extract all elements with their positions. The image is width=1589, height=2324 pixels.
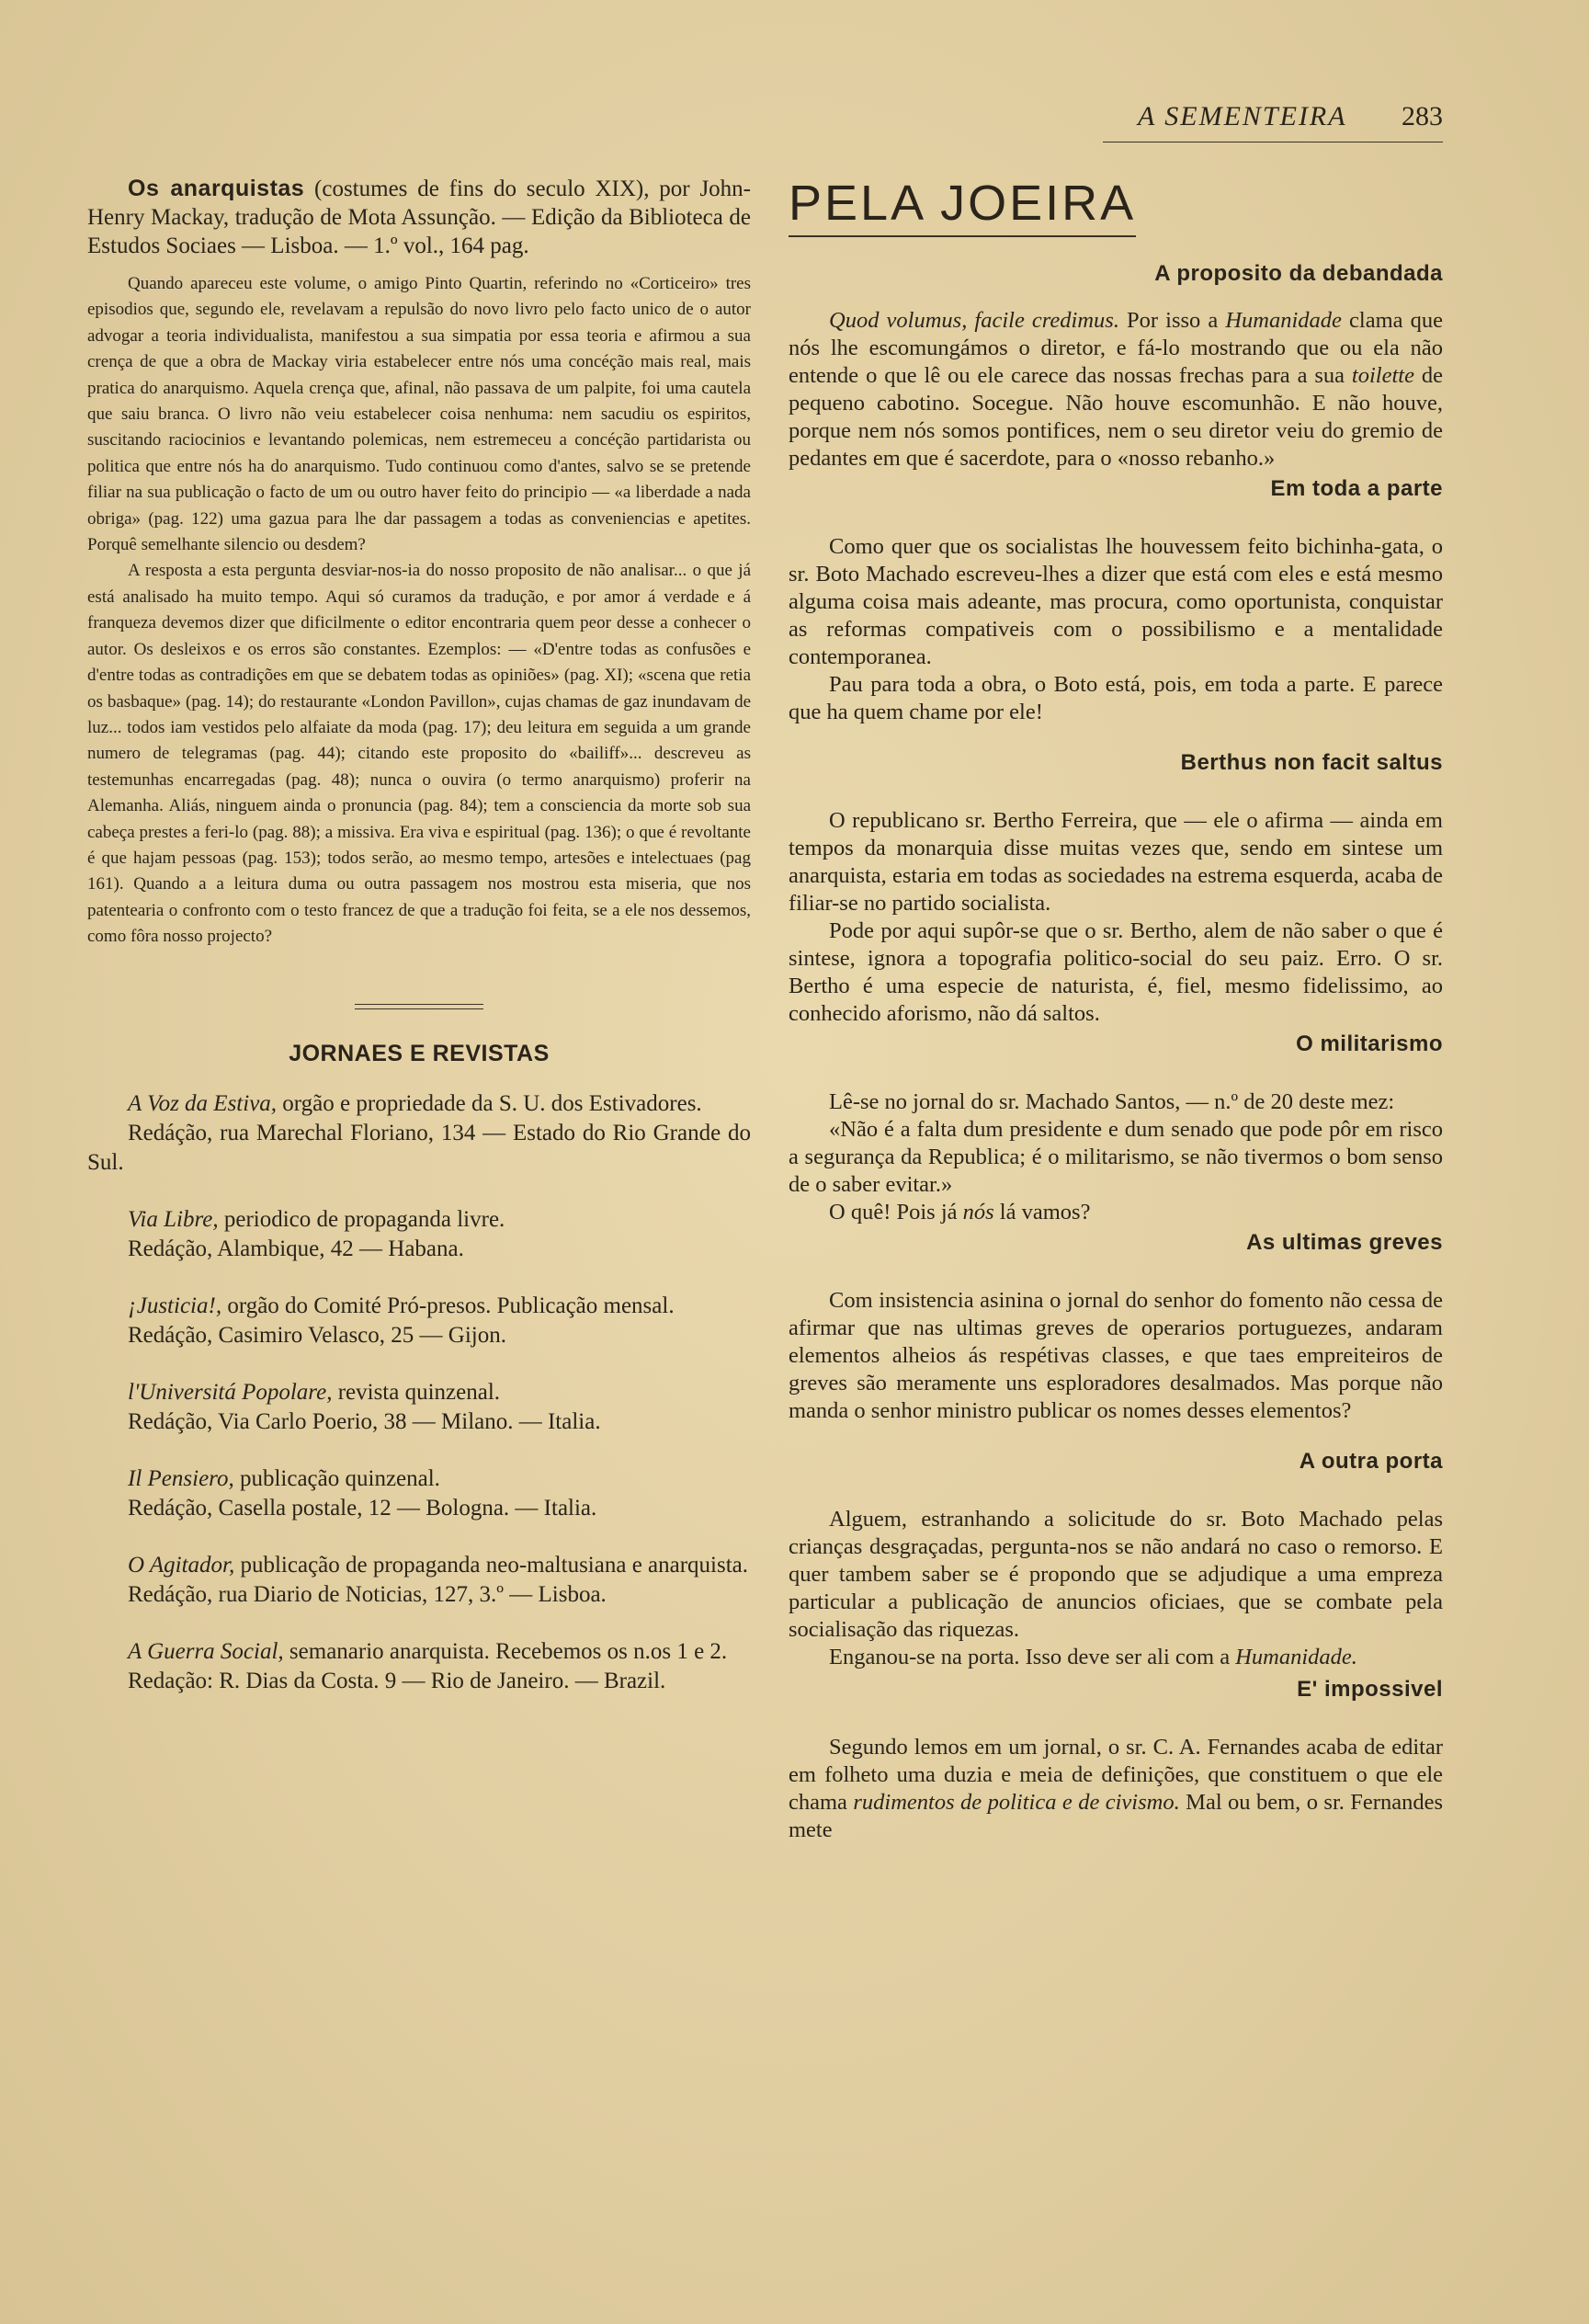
text-run: lá vamos? — [993, 1200, 1091, 1225]
article-title: O militarismo — [1296, 1031, 1443, 1056]
italic-run: Humanidade — [1225, 308, 1342, 333]
left-column — [87, 175, 751, 1724]
journal-desc: periodico de propaganda livre. — [223, 1206, 505, 1232]
section-heading: PELA JOEIRA — [789, 178, 1136, 237]
journal-name: l'Universitá Popolare, — [128, 1379, 333, 1405]
article-paragraph: O republicano sr. Bertho Ferreira, que — ele o afirma — ainda em tempos da monarquia disse muitas vezes que, sendo em sintese um anarquista, estaria em todas as sociedades na estrema esquerda, acaba de filiar-se no partido socialista. — [789, 808, 1443, 916]
italic-run: toilette — [1351, 363, 1414, 388]
journal-entry — [87, 1378, 751, 1437]
journal-entry — [87, 1551, 751, 1610]
text-run: Mal ou bem, o sr. Fernandes mete — [789, 1790, 1444, 1842]
article-paragraph — [789, 1644, 1443, 1671]
review-title-bold: Os anarquistas — [128, 176, 305, 201]
article-paragraph — [789, 1199, 1443, 1226]
review-paragraph: Quando apareceu este volume, o amigo Pinto Quartin, referindo no «Corticeiro» tres episodios que, segundo ele, revelavam a repulsão do novo livro pelo facto unico de o autor advogar a teoria individualista, manifestou a sua simpatia por essa teoria e afirmou a sua crença de que a obra de Mackay viria estabelecer entre nós uma concéção mais real, mais pratica do anarquismo. Aquela crença que, afinal, não passava de um palpite, foi uma cautela que saiu branca. O livro não veiu estabelecer coisa nenhuma: nem sacudiu os espiritos, suscitando raciocinios e levantando polemicas, nem estremeceu a concéção partidarista ou politica que entre nós ha do anarquismo. Tudo continuou como d'antes, salvo se se pretende filiar na sua publicação o facto de um ou outro haver feito do principio — «a liberdade a nada obriga» (pag. 122) uma gazua para lhe dar passagem a todas as conveniencias e apetites. Porquê semelhante silencio ou desdem? — [87, 274, 751, 555]
page-number: 283 — [1402, 101, 1443, 131]
running-header — [1103, 101, 1443, 142]
text-run: O quê! Pois já — [829, 1200, 963, 1225]
journal-desc: publicação quinzenal. — [239, 1465, 440, 1491]
journal-entry — [87, 1205, 751, 1264]
journal-address: Redáção, Casimiro Velasco, 25 — Gijon. — [128, 1322, 506, 1348]
article-paragraph: Com insistencia asinina o jornal do senhor do fomento não cessa de afirmar que nas ultimas greves de operarios portuguezes, andaram elementos alheios ás respétivas classes, e que taes empreiteiros de greves são meramente uns esploradores desalmados. Mas porque não manda o senhor ministro publicar os nomes desses elementos? — [789, 1288, 1443, 1423]
text-run: Por isso a — [1118, 308, 1226, 333]
journal-entry — [87, 1292, 751, 1350]
article-title: A outra porta — [1299, 1449, 1443, 1474]
article-paragraph: Lê-se no jornal do sr. Machado Santos, — n.º de 20 deste mez: — [829, 1089, 1395, 1114]
review-paragraph: A resposta a esta pergunta desviar-nos-ia do nosso proposito de não analisar... o que já está analisado ha muito tempo. Aqui só curamos da tradução, e por amor á verdade e á franqueza devemos dizer que dificilmente o editor encontraria quem peor desse a conhecer o autor. Os desleixos e os erros são constantes. Ezemplos: — «D'entre todas as confusões e d'entre todas as contradições em que se debatem todas as opiniões» (pag. XI); «scena que retia os basbaque» (pag. 14); do restaurante «London Pavillon», cujas chamas de gaz inundavam de luz... todos iam vestidos pelo alfaiate da moda (pag. 17); deu leitura em seguida a um grande numero de telegramas (pag. 44); citando este proposito do «bailiff»... descreveu as testemunhas encarregadas (pag. 48); nunca o ouvira (o termo anarquismo) proferir na Alemanha. Aliás, ninguem ainda o pronuncia (pag. 84); tem a consciencia da morte sob sua cabeça prestes a feri-lo (pag. 88); a missiva. Era viva e espiritual (pag. 136); o que é revoltante é que hajam pessoas (pag. 153); todos serão, ao mesmo tempo, artesões e intelectuaes (pag 161). Quando a a leitura duma ou outra passagem nos mostrou esta miseria, que nos patentearia o confronto com o testo francez de que a tradução foi feita, se a ele nos dessemos, como fôra nosso projecto? — [87, 561, 751, 947]
journal-address: Redáção, Casella postale, 12 — Bologna. — Italia. — [128, 1495, 597, 1521]
journal-name: ¡Justicia!, — [128, 1293, 222, 1318]
review-title-rest: (costumes de fins do seculo XIX), por John-Henry Mackay, tradução de Mota Assunção. — Edição da Biblioteca de Estudos Sociaes — Lisboa. — 1.º vol., 164 pag. — [87, 177, 751, 258]
journal-address: Redação: R. Dias da Costa. 9 — Rio de Janeiro. — Brazil. — [128, 1668, 666, 1693]
journal-entry — [87, 1464, 751, 1523]
journal-desc: orgão e propriedade da S. U. dos Estivadores. — [282, 1090, 702, 1116]
text-run: Enganou-se na porta. Isso deve ser ali com a — [829, 1645, 1236, 1669]
journal-name: A Voz da Estiva, — [128, 1090, 278, 1116]
latin-phrase: Quod volumus, facile credimus. — [829, 308, 1119, 333]
article-paragraph: Pau para toda a obra, o Boto está, pois, em toda a parte. E parece que ha quem chame por ele! — [789, 672, 1443, 724]
journal-entry — [87, 1089, 751, 1178]
article-paragraph — [789, 307, 1443, 473]
italic-run: Humanidade. — [1235, 1645, 1357, 1669]
article-paragraph — [789, 1734, 1443, 1844]
journal-name: Via Libre, — [128, 1206, 219, 1232]
magazine-title: A SEMENTEIRA — [1138, 101, 1347, 131]
journal-address: Redáção, rua Marechal Floriano, 134 — Estado do Rio Grande do Sul. — [87, 1120, 751, 1175]
journal-name: Il Pensiero, — [128, 1465, 234, 1491]
text-run: de pequeno cabotino. Socegue. Não houve escomunhão. E não houve, porque nem nós somos pontifices, nem o seu diretor veiu do gremio de pedantes em que é sacerdote, para o «nosso rebanho.» — [789, 363, 1444, 471]
journal-address: Redáção, Via Carlo Poerio, 38 — Milano. — Italia. — [128, 1408, 601, 1434]
article-paragraph: Pode por aqui supôr-se que o sr. Bertho, alem de não saber o que é sintese, ignora a topografia politico-social do seu paiz. Erro. O sr. Bertho é uma especie de naturista, é, fiel, mesmo fidelissimo, ao conhecido aforismo, não dá saltos. — [789, 918, 1443, 1026]
journal-name: A Guerra Social, — [128, 1638, 284, 1664]
journal-address: Redáção, rua Diario de Noticias, 127, 3.º — Lisboa. — [128, 1581, 607, 1607]
right-column — [789, 175, 1443, 1844]
article-paragraph: Alguem, estranhando a solicitude do sr. Boto Machado pelas crianças desgraçadas, pergunta-nos se não andará no caso o remorso. E quer tambem saber se é propondo que se adjudique a uma empreza particular a publicação de anuncios oficiaes, que se combate pela socialisação das riquezas. — [789, 1507, 1443, 1642]
article-title: A proposito da debandada — [1154, 261, 1443, 286]
journals-heading: JORNAES E REVISTAS — [289, 1040, 550, 1066]
article-title: Em toda a parte — [1270, 476, 1443, 501]
text-run: Segundo lemos em um jornal, o sr. C. A. Fernandes acaba de editar em folheto uma duzia e meia de definições, que constituem o que ele chama — [789, 1735, 1443, 1815]
journal-address: Redáção, Alambique, 42 — Habana. — [128, 1236, 464, 1261]
article-title: E' impossivel — [1297, 1677, 1443, 1702]
section-divider — [355, 1004, 483, 1009]
article-title: As ultimas greves — [1246, 1230, 1443, 1255]
journal-desc: revista quinzenal. — [337, 1379, 501, 1405]
italic-run: rudimentos de politica e de civismo. — [853, 1790, 1180, 1815]
review-title — [87, 175, 751, 260]
journal-desc: publicação de propaganda neo-maltusiana e anarquista. — [240, 1552, 749, 1578]
text-run: clama que nós lhe escomungámos o diretor, e fá-lo mostrando que ou ela não entende o que lê ou ele carece das nossas frechas para a sua — [789, 308, 1443, 388]
article-title: Berthus non facit saltus — [1180, 750, 1443, 775]
journal-name: O Agitador, — [128, 1552, 235, 1578]
journal-desc: orgão do Comité Pró-presos. Publicação mensal. — [227, 1293, 675, 1318]
article-paragraph: Como quer que os socialistas lhe houvessem feito bichinha-gata, o sr. Boto Machado escreveu-lhes a dizer que está com eles e está mesmo alguma coisa mais adeante, mas procura, como oportunista, conquistar as reformas compativeis com o possibilismo e a mentalidade contemporanea. — [789, 534, 1443, 669]
article-paragraph: «Não é a falta dum presidente e dum senado que pode pôr em risco a segurança da Republica; é o militarismo, se não tivermos o bom senso de o saber evitar.» — [789, 1117, 1443, 1197]
journal-entry — [87, 1637, 751, 1696]
journal-desc: semanario anarquista. Recebemos os n.os 1 e 2. — [289, 1638, 728, 1664]
italic-run: nós — [962, 1200, 994, 1225]
